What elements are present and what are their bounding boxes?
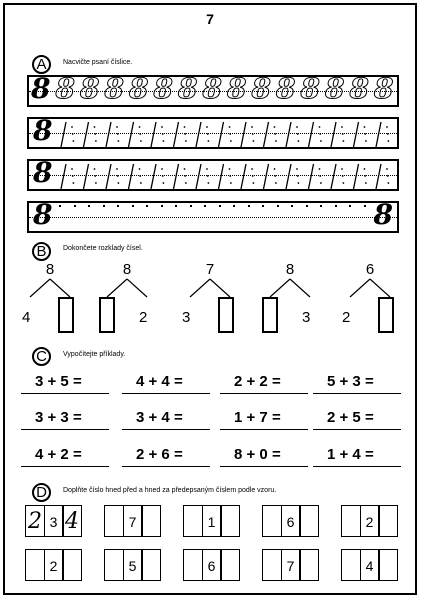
given-part-left: 4 [22, 309, 31, 326]
number-cell [299, 549, 319, 581]
number-cell [104, 549, 124, 581]
guide-dot [162, 175, 164, 177]
slant-line [84, 122, 89, 147]
section-d-label: D [32, 483, 51, 502]
digit-model: 8 [33, 114, 53, 147]
exercise-text: 1 + 7 = [234, 409, 281, 426]
slant-line [129, 164, 134, 189]
guide-dot [71, 168, 73, 170]
section-a-label: A [32, 55, 51, 74]
answer-box [99, 297, 115, 333]
guide-dot [341, 126, 343, 128]
number-cell [104, 505, 124, 537]
slant-line [331, 164, 336, 189]
guide-dot [72, 133, 74, 135]
exercise-text: 3 + 5 = [35, 373, 82, 390]
guide-dot [94, 133, 96, 135]
exercise-line [122, 393, 210, 394]
guide-dot [207, 175, 209, 177]
number-cell [220, 549, 240, 581]
slant-line [376, 164, 381, 189]
practice-row [27, 156, 399, 191]
section-c-instruction: Vypočítejte příklady. [63, 351, 126, 358]
guide-dot [206, 126, 208, 128]
guide-dot [184, 175, 186, 177]
guide-dot [342, 175, 344, 177]
digit-template: 8 [31, 72, 51, 105]
exercise-text: 8 + 0 = [234, 446, 281, 463]
guide-dot [387, 175, 389, 177]
number-cell: 2 [25, 505, 45, 537]
guide-dot [320, 140, 322, 142]
guide-dot [95, 140, 97, 142]
guide-dot [365, 140, 367, 142]
slant-line [196, 164, 201, 189]
slant-line [196, 122, 201, 147]
dot [132, 205, 134, 207]
guide-dot [297, 133, 299, 135]
digit-template: 8 [325, 72, 345, 105]
given-part-right: 2 [139, 309, 148, 326]
number-cell: 1 [202, 505, 222, 537]
slant-guides [55, 120, 395, 148]
guide-dot [251, 126, 253, 128]
guide-dot [252, 175, 254, 177]
section-b-label: B [32, 242, 51, 261]
slant-line [376, 122, 381, 147]
guide-dot [163, 182, 165, 184]
guide-dot [95, 182, 97, 184]
slant-line [264, 122, 269, 147]
exercise-line [220, 429, 308, 430]
guide-dot [94, 126, 96, 128]
exercise-line [122, 429, 210, 430]
guide-dot [388, 182, 390, 184]
digit-template: 8 [374, 72, 394, 105]
guide-dot [274, 133, 276, 135]
number-cell: 7 [281, 549, 301, 581]
guide-dot [275, 140, 277, 142]
guide-dot [296, 168, 298, 170]
digit-template: 8 [202, 72, 222, 105]
number-cell [341, 505, 361, 537]
number-cell: 2 [360, 505, 380, 537]
guide-dot [296, 126, 298, 128]
guide-dot [364, 126, 366, 128]
dot [364, 205, 366, 207]
dot [277, 205, 279, 207]
dot [175, 205, 177, 207]
answer-box [378, 297, 394, 333]
dot [349, 205, 351, 207]
number-cell [378, 549, 398, 581]
answer-box [218, 297, 234, 333]
slant-line [61, 122, 66, 147]
guide-dot [275, 182, 277, 184]
exercise-line [220, 466, 308, 467]
practice-row [27, 114, 399, 149]
guide-dot [319, 175, 321, 177]
tree-top-number: 6 [365, 261, 375, 278]
guide-dot [252, 133, 254, 135]
number-cell: 4 [360, 549, 380, 581]
guide-dot [161, 168, 163, 170]
guide-dot [386, 168, 388, 170]
guide-dot [320, 182, 322, 184]
slant-line [219, 164, 224, 189]
slant-line [106, 122, 111, 147]
guide-dot [117, 175, 119, 177]
number-cell [378, 505, 398, 537]
number-cell [341, 549, 361, 581]
guide-dot [208, 182, 210, 184]
exercise-line [313, 393, 401, 394]
guide-dot [342, 133, 344, 135]
number-cell: 7 [123, 505, 143, 537]
guide-dot [251, 168, 253, 170]
guide-dot [139, 168, 141, 170]
given-part-left: 2 [342, 309, 351, 326]
digit-template: 8 [153, 72, 173, 105]
slant-line [219, 122, 224, 147]
dot [88, 205, 90, 207]
guide-dot [139, 126, 141, 128]
guide-dot [364, 168, 366, 170]
tree-branches [340, 277, 400, 299]
guide-dot [140, 182, 142, 184]
guide-dot [139, 175, 141, 177]
tree-top-number: 8 [45, 261, 55, 278]
guide-dot [117, 133, 119, 135]
guide-dot [343, 140, 345, 142]
slant-line [241, 164, 246, 189]
digit-model: 8 [33, 198, 53, 231]
digit-template: 8 [80, 72, 100, 105]
dot [117, 205, 119, 207]
exercise-text: 3 + 4 = [136, 409, 183, 426]
given-part-left: 3 [182, 309, 191, 326]
guide-dot [230, 140, 232, 142]
exercise-line [313, 466, 401, 467]
guide-dot [94, 175, 96, 177]
dot [248, 205, 250, 207]
exercise-text: 4 + 4 = [136, 373, 183, 390]
guide-dot [274, 168, 276, 170]
digit-template: 8 [129, 72, 149, 105]
guide-dot [72, 175, 74, 177]
dot [335, 205, 337, 207]
guide-dot [116, 126, 118, 128]
slant-line [174, 122, 179, 147]
guide-dot [319, 168, 321, 170]
exercise-line [21, 393, 109, 394]
dot [161, 205, 163, 207]
slant-line [354, 164, 359, 189]
guide-dot [319, 133, 321, 135]
exercise-text: 2 + 2 = [234, 373, 281, 390]
guide-dot [388, 140, 390, 142]
slant-line [286, 122, 291, 147]
guide-dot [229, 133, 231, 135]
slant-line [106, 164, 111, 189]
dot [190, 205, 192, 207]
dot [262, 205, 264, 207]
slant-line [174, 164, 179, 189]
guide-dot [364, 175, 366, 177]
slant-line [241, 122, 246, 147]
number-cell: 3 [44, 505, 64, 537]
guide-dot [229, 175, 231, 177]
slant-line [331, 122, 336, 147]
guide-dot [118, 140, 120, 142]
slant-line [354, 122, 359, 147]
guide-dot [184, 168, 186, 170]
exercise-text: 2 + 6 = [136, 446, 183, 463]
slant-line [286, 164, 291, 189]
page-number: 7 [206, 11, 214, 27]
guide-dot [343, 182, 345, 184]
guide-dot [184, 133, 186, 135]
guide-dot [229, 168, 231, 170]
guide-dot [118, 182, 120, 184]
number-cell [25, 549, 45, 581]
slant-line [61, 164, 66, 189]
guide-dot [364, 133, 366, 135]
digit-template: 8 [178, 72, 198, 105]
slant-line [309, 122, 314, 147]
guide-dot [94, 168, 96, 170]
number-cell [262, 549, 282, 581]
exercise-text: 1 + 4 = [327, 446, 374, 463]
tree-top-number: 8 [122, 261, 132, 278]
number-cell [183, 549, 203, 581]
tree-branches [20, 277, 80, 299]
dot [74, 205, 76, 207]
guide-dot [185, 140, 187, 142]
number-cell: 6 [202, 549, 222, 581]
dot [233, 205, 235, 207]
dot [59, 205, 61, 207]
number-cell [262, 505, 282, 537]
guide-dot [139, 133, 141, 135]
guide-dot [73, 140, 75, 142]
guide-dot [229, 126, 231, 128]
exercise-line [21, 429, 109, 430]
guide-dot [207, 133, 209, 135]
practice-row [27, 72, 399, 107]
dot [219, 205, 221, 207]
tree-top-number: 7 [205, 261, 215, 278]
guide-dot [185, 182, 187, 184]
worksheet-page [3, 3, 417, 595]
number-cell [299, 505, 319, 537]
guide-dot [319, 126, 321, 128]
digit-template: 8 [276, 72, 296, 105]
slant-line [129, 122, 134, 147]
tree-branches [180, 277, 240, 299]
section-a-instruction: Nacvičte psaní číslice. [63, 59, 133, 66]
dot [320, 205, 322, 207]
slant-line [151, 164, 156, 189]
number-cell: 6 [281, 505, 301, 537]
guide-dot [184, 126, 186, 128]
digit-template: 8 [349, 72, 369, 105]
slant-line [264, 164, 269, 189]
slant-guides [55, 162, 395, 190]
guide-dot [161, 126, 163, 128]
digit-template: 8 [251, 72, 271, 105]
tree-top-number: 8 [285, 261, 295, 278]
section-c-label: C [32, 347, 51, 366]
guide-dot [162, 133, 164, 135]
guide-dot [298, 140, 300, 142]
digit-template: 8 [55, 72, 75, 105]
exercise-text: 5 + 3 = [327, 373, 374, 390]
digit-template: 8 [104, 72, 124, 105]
guide-dot [116, 168, 118, 170]
guide-dot [365, 182, 367, 184]
tree-branches [260, 277, 320, 299]
given-part-right: 3 [302, 309, 311, 326]
practice-row [27, 198, 399, 233]
guide-dot [387, 133, 389, 135]
exercise-text: 2 + 5 = [327, 409, 374, 426]
guide-dot [341, 168, 343, 170]
guide-dot [274, 175, 276, 177]
dot [103, 205, 105, 207]
exercise-text: 4 + 2 = [35, 446, 82, 463]
guide-dot [230, 182, 232, 184]
exercise-line [21, 466, 109, 467]
guide-dot [163, 140, 165, 142]
guide-dot [253, 182, 255, 184]
answer-box [58, 297, 74, 333]
dot [291, 205, 293, 207]
digit-template: 8 [227, 72, 247, 105]
guide-dot [298, 182, 300, 184]
guide-dot [253, 140, 255, 142]
number-cell [220, 505, 240, 537]
guide-dot [71, 126, 73, 128]
answer-box [262, 297, 278, 333]
number-cell [183, 505, 203, 537]
guide-dot [206, 168, 208, 170]
exercise-line [122, 466, 210, 467]
slant-line [151, 122, 156, 147]
section-d-instruction: Doplňte číslo hned před a hned za předepsaným číslem podle vzoru. [63, 487, 277, 494]
number-cell [141, 505, 161, 537]
slant-line [309, 164, 314, 189]
exercise-line [313, 429, 401, 430]
slant-line [84, 164, 89, 189]
guide-dot [386, 126, 388, 128]
dot [204, 205, 206, 207]
number-cell [62, 549, 82, 581]
number-cell [141, 549, 161, 581]
dot [146, 205, 148, 207]
exercise-line [220, 393, 308, 394]
guide-line [29, 217, 397, 218]
guide-dot [73, 182, 75, 184]
guide-dot [274, 126, 276, 128]
number-cell: 5 [123, 549, 143, 581]
digit-model: 8 [373, 198, 393, 231]
digit-template: 8 [300, 72, 320, 105]
number-cell: 2 [44, 549, 64, 581]
tree-branches [97, 277, 157, 299]
dot [306, 205, 308, 207]
section-b-instruction: Dokončete rozklady čísel. [63, 245, 143, 252]
number-cell: 4 [62, 505, 82, 537]
guide-dot [208, 140, 210, 142]
guide-dot [140, 140, 142, 142]
exercise-text: 3 + 3 = [35, 409, 82, 426]
digit-model: 8 [33, 156, 53, 189]
guide-dot [297, 175, 299, 177]
